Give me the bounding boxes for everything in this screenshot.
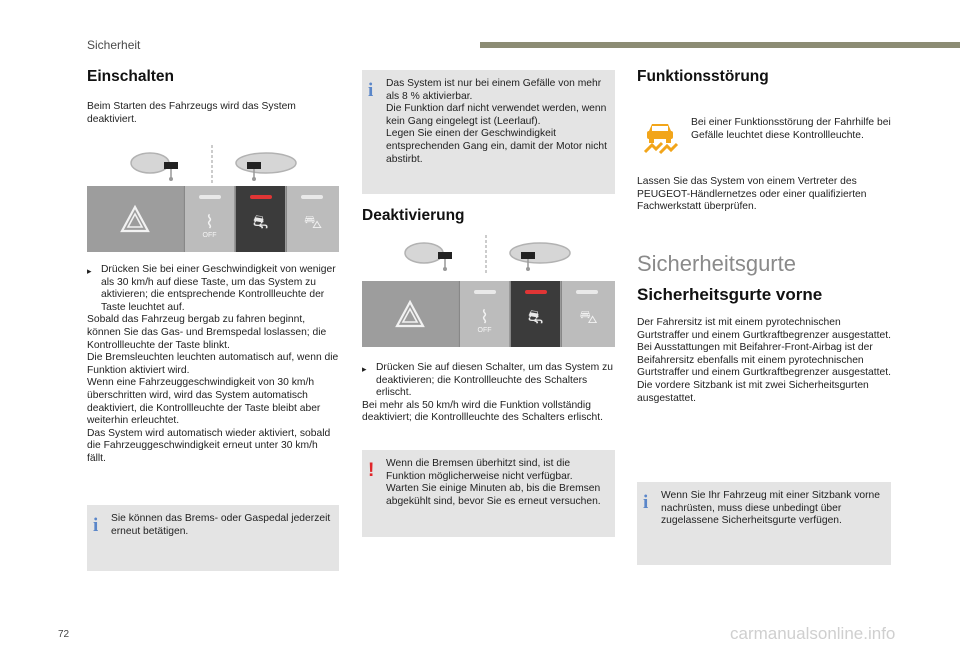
esp-off-switch[interactable]	[184, 186, 234, 252]
einschalten-title: Einschalten	[87, 68, 174, 85]
watermark: carmanualsonline.info	[730, 624, 896, 643]
info-text: Sie können das Brems- oder Gaspedal jederzeit erneut betätigen.	[111, 513, 331, 537]
fault-lamp-text: Bei einer Funktionsstörung der Fahrhilfe bei Gefälle leuchtet diese Kontrollleuchte.	[691, 117, 891, 141]
steering-wheel-icon	[510, 243, 570, 271]
body-paragraph: Wenn eine Fahrzeuggeschwindigkeit von 30 km/h überschritten wird, wird das System automatisch deaktiviert, die Kontrollleuchte der Taste bleibt aber weiterhin erleuchtet.	[87, 377, 321, 427]
body-paragraph: Der Fahrersitz ist mit einem pyrotechnischen Gurtstraffer und einem Gurtkraftbegrenzer ausgestattet.	[637, 317, 891, 341]
info-box-belts	[637, 482, 891, 565]
info-line: Legen Sie einen der Geschwindigkeit entsprechenden Gang ein, damit der Motor nicht abstirbt.	[386, 128, 607, 165]
info-box-system	[362, 70, 615, 194]
bullet-item	[87, 264, 339, 314]
switch-panel-deactivate	[362, 281, 615, 347]
hazard-switch[interactable]	[362, 281, 458, 347]
hazard-switch[interactable]	[87, 186, 183, 252]
deaktivierung-title: Deaktivierung	[362, 207, 465, 224]
einschalten-content	[87, 264, 339, 466]
hill-descent-switch[interactable]	[235, 186, 285, 252]
hill-descent-warning-lamp-icon	[640, 118, 680, 158]
body-paragraph: Bei mehr als 50 km/h wird die Funktion vollständig deaktiviert; die Kontrollleuchte des Schalters erlischt.	[362, 399, 603, 424]
esp-off-switch[interactable]	[459, 281, 509, 347]
off-label: OFF	[202, 232, 217, 239]
grip-control-icon: ⛍	[579, 307, 598, 327]
bullet-text: Drücken Sie bei einer Geschwindigkeit von weniger als 30 km/h auf diese Taste, um das System zu aktivieren; die entsprechende Kontrollleuchte der Taste leuchtet auf.	[101, 264, 336, 313]
section-label: Sicherheit	[87, 38, 141, 52]
grip-control-icon: ⛍	[303, 212, 323, 232]
front-belts-title: Sicherheitsgurte vorne	[637, 285, 823, 304]
switch-led	[474, 290, 496, 294]
switch-panel-activate	[87, 186, 339, 252]
steering-wheel-icon	[405, 243, 452, 271]
esp-icon: ⌇	[205, 212, 214, 232]
switch-led	[576, 290, 598, 294]
info-line: Das System ist nur bei einem Gefälle von mehr als 8 % aktivierbar.	[386, 78, 602, 102]
info-icon: i	[643, 492, 649, 513]
funktionsstoerung-title: Funktionsstörung	[637, 68, 769, 85]
off-label: OFF	[477, 327, 492, 334]
fault-action-text: Lassen Sie das System von einem Vertreter des PEUGEOT-Händlernetzes oder einer qualifizierten Fachwerkstatt überprüfen.	[637, 176, 867, 213]
hill-descent-icon: ⛐	[527, 307, 544, 327]
steering-wheel-illustration	[130, 145, 300, 187]
bullet-icon: ▸	[362, 364, 367, 374]
warning-icon: !	[368, 460, 375, 481]
steering-wheel-illustration	[404, 235, 574, 277]
grip-control-switch[interactable]	[561, 281, 615, 347]
deaktivierung-content	[362, 362, 615, 425]
info-line: Die Funktion darf nicht verwendet werden, wenn kein Gang eingelegt ist (Leerlauf).	[386, 103, 607, 127]
esp-icon: ⌇	[480, 307, 489, 327]
steering-wheel-icon	[236, 153, 296, 181]
bullet-icon: ▸	[87, 266, 92, 276]
hill-descent-icon: ⛐	[252, 212, 269, 232]
switch-led	[301, 195, 323, 199]
body-paragraph: Sobald das Fahrzeug bergab zu fahren beginnt, können Sie das Gas- und Bremspedal loslassen; die Kontrollleuchte der Taste blinkt.	[87, 314, 327, 351]
switch-led-active	[525, 290, 547, 294]
page-number: 72	[58, 629, 70, 640]
body-paragraph: Das System wird automatisch wieder aktiviert, sobald die Fahrzeuggeschwindigkeit erneut unter 30 km/h fällt.	[87, 427, 331, 464]
switch-led-active	[250, 195, 272, 199]
front-belts-content	[637, 317, 891, 405]
info-box-pedal	[87, 505, 339, 571]
steering-wheel-icon	[131, 153, 178, 181]
info-text: Wenn Sie Ihr Fahrzeug mit einer Sitzbank vorne nachrüsten, muss diese unbedingt über zugelassene Sicherheitsgurte verfügen.	[661, 490, 881, 527]
einschalten-intro: Beim Starten des Fahrzeugs wird das System deaktiviert.	[87, 101, 296, 125]
body-paragraph: Die Bremsleuchten leuchten automatisch auf, wenn die Funktion aktiviert wird.	[87, 352, 339, 376]
bullet-item	[362, 362, 615, 400]
chapter-title: Sicherheitsgurte	[637, 251, 796, 276]
bullet-text: Drücken Sie auf diesen Schalter, um das System zu deaktivieren; die Kontrollleuchte des Schalters erlischt.	[376, 362, 613, 399]
grip-control-switch[interactable]	[286, 186, 339, 252]
info-text	[386, 78, 607, 166]
body-paragraph: Die vordere Sitzbank ist mit zwei Sicherheitsgurten ausgestattet.	[637, 379, 869, 404]
switch-led	[199, 195, 221, 199]
info-icon: i	[368, 80, 374, 101]
warning-text: Wenn die Bremsen überhitzt sind, ist die Funktion möglicherweise nicht verfügbar. Warten Sie einige Minuten ab, bis die Bremsen abgekühlt sind, bevor Sie es erneut versuchen.	[386, 458, 601, 507]
header-bar	[480, 42, 960, 48]
hill-descent-switch[interactable]	[510, 281, 560, 347]
info-icon: i	[93, 515, 99, 536]
warning-box-brakes	[362, 450, 615, 537]
body-paragraph: Bei Ausstattungen mit Beifahrer-Front-Airbag ist der Beifahrersitz ebenfalls mit einem pyrotechnischen Gurtstraffer und einem Gurtkraftbegrenzer ausgestattet.	[637, 342, 891, 379]
